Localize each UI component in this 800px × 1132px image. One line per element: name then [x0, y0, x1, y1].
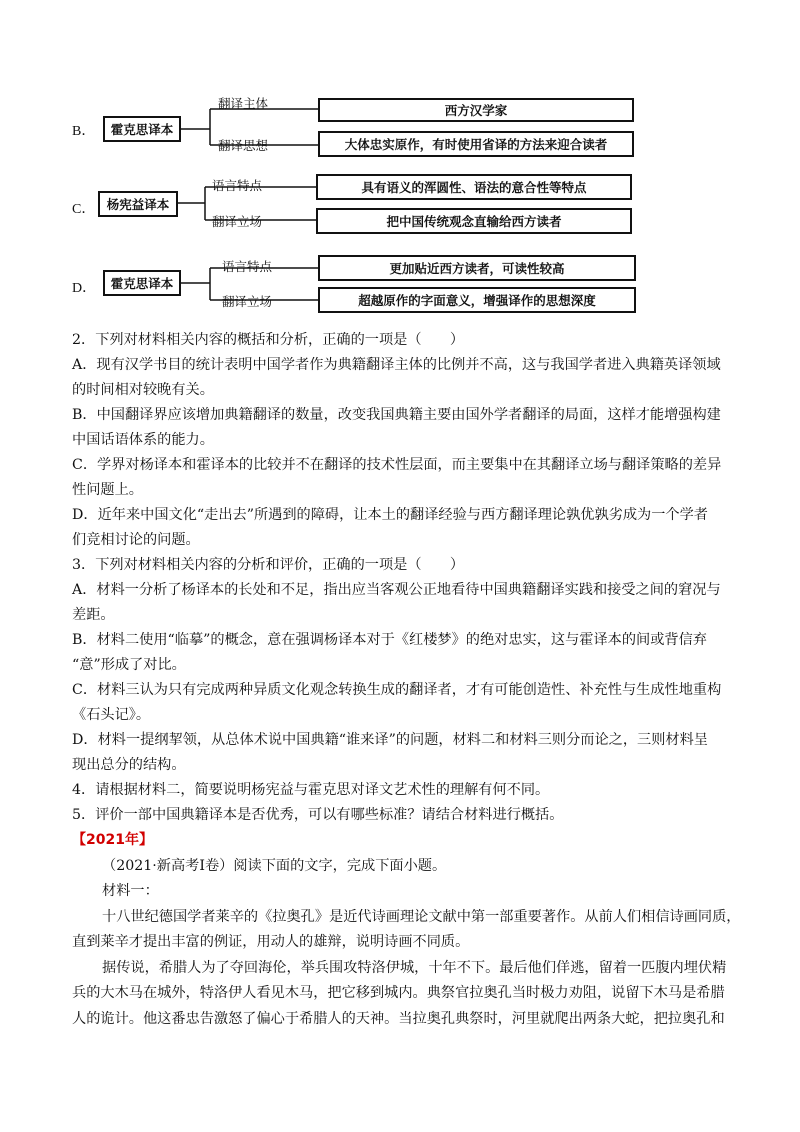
- question-3-option-a-cont: 差距。: [72, 607, 115, 623]
- result-box: 大体忠实原作，有时使用省译的方法来迎合读者: [318, 131, 634, 157]
- section-heading: 【2021年】: [72, 832, 153, 848]
- question-2-option-a-cont: 的时间相对较晚有关。: [72, 382, 214, 398]
- option-b-diagram: [0, 96, 800, 156]
- question-2-stem: 2．下列对材料相关内容的概括和分析，正确的一项是（ ）: [72, 332, 465, 348]
- question-2-option-b: B．中国翻译界应该增加典籍翻译的数量，改变我国典籍主要由国外学者翻译的局面，这样才能增强构建: [72, 407, 721, 423]
- option-d-diagram: [0, 252, 800, 312]
- passage-line: 直到莱辛才提出丰富的例证，用动人的雄辩，说明诗画不同质。: [72, 934, 470, 950]
- material-label: 材料一：: [102, 883, 159, 899]
- question-2-option-a: A．现有汉学书目的统计表明中国学者作为典籍翻译主体的比例并不高，这与我国学者进入典籍英译领域: [72, 357, 721, 373]
- branch-label: 语言特点: [222, 259, 273, 274]
- result-box: 更加贴近西方读者，可读性较高: [318, 255, 636, 281]
- passage-line: 兵的大木马在城外，特洛伊人看见木马，把它移到城内。典祭官拉奥孔当时极力劝阻，说留下木马是希腊: [72, 985, 725, 1001]
- passage-intro: （2021·新高考Ⅰ卷）阅读下面的文字，完成下面小题。: [102, 858, 447, 874]
- result-box: 具有语义的浑圆性、语法的意合性等特点: [316, 174, 632, 200]
- option-c-diagram: [0, 172, 800, 232]
- passage-line: 据传说，希腊人为了夺回海伦，举兵围攻特洛伊城，十年不下。最后他们佯逃，留着一匹腹内埋伏精: [102, 960, 727, 976]
- translation-main-box: 杨宪益译本: [98, 191, 178, 217]
- option-letter: D．: [72, 281, 97, 296]
- question-2-option-d: D．近年来中国文化“走出去”所遇到的障碍，让本土的翻译经验与西方翻译理论孰优孰劣成为一个学者: [72, 507, 708, 523]
- question-2-option-d-cont: 们竞相讨论的问题。: [72, 532, 200, 548]
- passage-line: 人的诡计。他这番忠告激怒了偏心于希腊人的天神。当拉奥孔典祭时，河里就爬出两条大蛇，把拉奥孔和: [72, 1011, 725, 1027]
- branch-label: 翻译立场: [212, 214, 263, 229]
- result-box: 西方汉学家: [318, 98, 634, 122]
- branch-label: 翻译主体: [218, 96, 269, 111]
- question-3-option-b: B．材料二使用“临摹”的概念，意在强调杨译本对于《红楼梦》的绝对忠实，这与霍译本的间或背信弃: [72, 632, 707, 648]
- option-letter: B．: [72, 124, 96, 139]
- result-box: 超越原作的字面意义，增强译作的思想深度: [318, 287, 636, 313]
- branch-label: 翻译立场: [222, 294, 273, 309]
- question-2-option-b-cont: 中国话语体系的能力。: [72, 432, 214, 448]
- question-2-option-c-cont: 性问题上。: [72, 482, 143, 498]
- result-box: 把中国传统观念直输给西方读者: [316, 208, 632, 234]
- question-3-option-c: C．材料三认为只有完成两种异质文化观念转换生成的翻译者，才有可能创造性、补充性与生成性地重构: [72, 682, 722, 698]
- passage-line: 十八世纪德国学者莱辛的《拉奥孔》是近代诗画理论文献中第一部重要著作。从前人们相信诗画同质，: [102, 909, 741, 925]
- translation-main-box: 霍克思译本: [103, 116, 181, 142]
- question-4: 4．请根据材料二，简要说明杨宪益与霍克思对译文艺术性的理解有何不同。: [72, 782, 550, 798]
- question-3-option-b-cont: “意”形成了对比。: [72, 657, 186, 673]
- branch-label: 语言特点: [212, 178, 263, 193]
- option-letter: C．: [72, 202, 96, 217]
- question-3-option-c-cont: 《石头记》。: [72, 707, 151, 723]
- question-5: 5．评价一部中国典籍译本是否优秀，可以有哪些标准？请结合材料进行概括。: [72, 807, 564, 823]
- question-3-option-a: A．材料一分析了杨译本的长处和不足，指出应当客观公正地看待中国典籍翻译实践和接受之间的窘况与: [72, 582, 721, 598]
- question-3-stem: 3．下列对材料相关内容的分析和评价，正确的一项是（ ）: [72, 557, 465, 573]
- branch-label: 翻译思想: [218, 138, 269, 153]
- translation-main-box: 霍克思译本: [103, 270, 181, 296]
- question-3-option-d: D．材料一提纲挈领，从总体术说中国典籍“谁来译”的问题，材料二和材料三则分而论之，三则材料呈: [72, 732, 708, 748]
- question-3-option-d-cont: 现出总分的结构。: [72, 757, 186, 773]
- question-2-option-c: C．学界对杨译本和霍译本的比较并不在翻译的技术性层面，而主要集中在其翻译立场与翻译策略的差异: [72, 457, 722, 473]
